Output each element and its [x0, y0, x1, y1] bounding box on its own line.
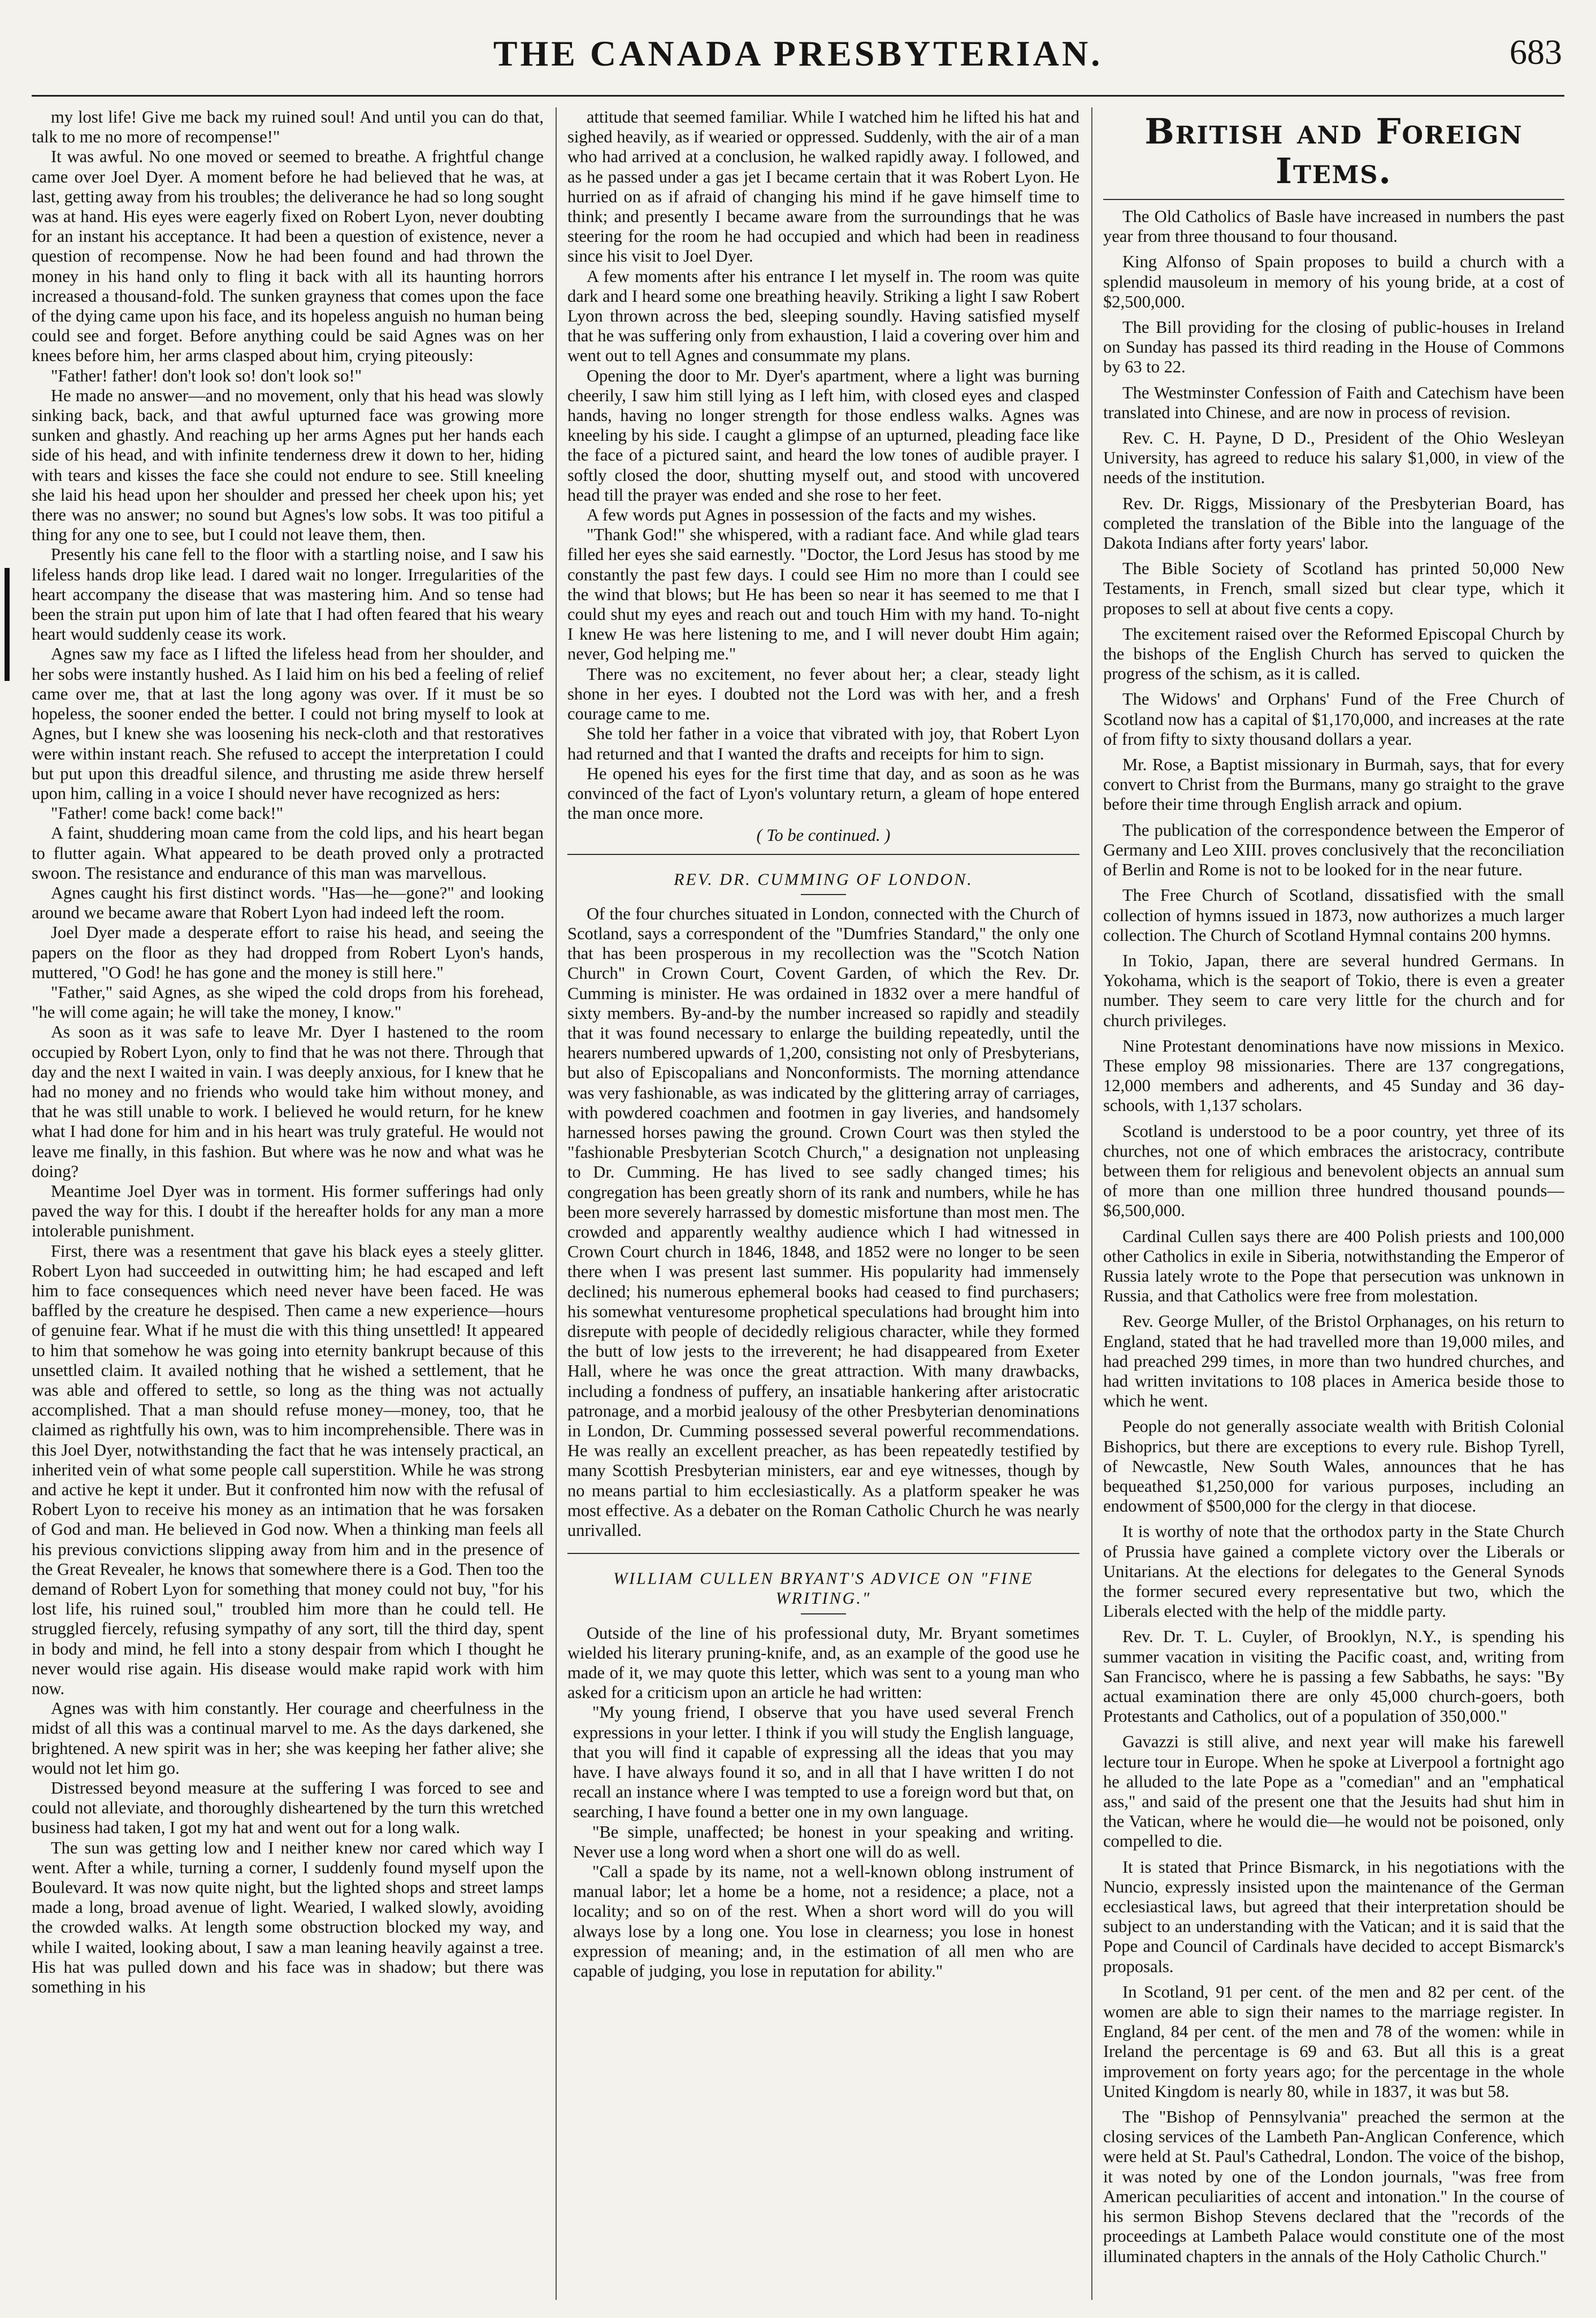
news-item: The Bill providing for the closing of public-houses in Ireland on Sunday has passed its third reading in the House of Commons by 63 to 22. [1103, 318, 1564, 377]
column-divider [556, 107, 557, 2300]
news-item: Nine Protestant denominations have now missions in Mexico. These employ 98 missionaries. There are 137 congregations, 12,000 members and adherents, and 45 Sunday and 36 day-schools, with 1,137 scholars. [1103, 1036, 1564, 1115]
paragraph: "Father! father! don't look so! don't look so!" [51, 366, 362, 385]
news-item: Gavazzi is still alive, and next year will make his farewell lecture tour in Europe. When he spoke at Liverpool a fortnight ago he alluded to the late Pope as a "comedian" and an "emphatical ass," and said of the present one that the Jesuits had shut him in the Vatican, where he would die—he would not be poisoned, only compelled to die. [1103, 1732, 1564, 1851]
paragraph: Agnes was with him constantly. Her courage and cheerfulness in the midst of all this was a continual marvel to me. As the days darkened, she brightened. A new spirit was in her; she was keeping her father alive; she would not let him go. [32, 1699, 544, 1778]
news-item: The Bible Society of Scotland has printed 50,000 New Testaments, in French, small sized but clear type, which it proposes to sell at about five cents a copy. [1103, 559, 1564, 618]
paragraph: "Thank God!" she whispered, with a radiant face. And while glad tears filled her eyes she said earnestly. "Doctor, the Lord Jesus has stood by me constantly the past few days. I could see Him no more than I could see the wind that blows; but He has been so near it has seemed to me that I could shut my eyes and reach out and touch Him with my hand. To-night I knew He was here listening to me, and I will never doubt Him again; never, God helping me." [567, 525, 1079, 664]
news-item: In Scotland, 91 per cent. of the men and 82 per cent. of the women are able to sign their names to the marriage register. In England, 84 per cent. of the men and 78 of the women: while in Ireland the percentage is 69 and 63. But all this is a great improvement on forty years ago; for the percentage in the whole United Kingdom is nearly 80, while in 1837, it was but 58. [1103, 1982, 1564, 2101]
news-item: The "Bishop of Pennsylvania" preached the sermon at the closing services of the Lambeth Pan-Anglican Conference, which were held at St. Paul's Cathedral, London. The voice of the bishop, it was noted by one of the London journals, "was free from American peculiarities of accent and intonation." In the course of his sermon Bishop Stevens declared that the "records of the proceedings at Lambeth Palace would constitute one of the most illuminated chapters in the annals of the Holy Catholic Church." [1103, 2107, 1564, 2266]
section-rule [567, 854, 1079, 855]
section-rule [1103, 199, 1564, 200]
news-item: The Old Catholics of Basle have increased in numbers the past year from three thousand to four thousand. [1103, 207, 1564, 246]
short-rule [801, 1613, 846, 1614]
news-item: Cardinal Cullen says there are 400 Polish priests and 100,000 other Catholics in exile in Siberia, notwithstanding the Emperor of Russia lately wrote to the Pope that persecution was unknown in Russia, and that Catholics were free from molestation. [1103, 1226, 1564, 1306]
paragraph: Distressed beyond measure at the suffering I was forced to see and could not alleviate, and thoroughly disheartened by the turn this wretched business had taken, I got my hat and went out for a long walk. [32, 1778, 544, 1838]
paragraph: As soon as it was safe to leave Mr. Dyer I hastened to the room occupied by Robert Lyon, only to find that he was not there. Through that day and the next I waited in vain. I was deeply anxious, for I knew that he had no money and no friends who would take him without money, and that he was still unable to work. I believed he would return, for he knew what I had done for him and in his heart was truly grateful. He would not leave me finally, in this fashion. But where was he now and what was he doing? [32, 1022, 544, 1181]
news-item: The Westminster Confession of Faith and Catechism have been translated into Chinese, and are now in process of revision. [1103, 383, 1564, 422]
news-item: In Tokio, Japan, there are several hundred Germans. In Yokohama, which is the seaport of Tokio, there is even a greater number. They seem to care very little for the church and for church privileges. [1103, 950, 1564, 1030]
paragraph: She told her father in a voice that vibrated with joy, that Robert Lyon had returned and that I wanted the drafts and receipts for him to sign. [567, 724, 1079, 763]
masthead [0, 23, 1596, 96]
paragraph: Outside of the line of his professional duty, Mr. Bryant sometimes wielded his literary pruning-knife, and, as an example of the good use he made of it, we may quote this letter, which was sent to a young man who asked for a criticism upon an article he had written: [567, 1623, 1079, 1703]
quote-paragraph: "My young friend, I observe that you have used several French expressions in your letter. I think if you will study the English language, that you will find it capable of expressing all the ideas that you may have. I have always found it so, and in all that I have written I do not recall an instance where I was tempted to use a foreign word but that, on searching, I have found a better one in my own language. [573, 1703, 1074, 1822]
news-item: People do not generally associate wealth with British Colonial Bishoprics, but there are exceptions to every rule. Bishop Tyrell, of Newcastle, New South Wales, announces that he has bequeathed $1,250,000 for various purposes, including an endowment of $500,000 for the clergy in that diocese. [1103, 1417, 1564, 1516]
paragraph: Meantime Joel Dyer was in torment. His former sufferings had only paved the way for this. I doubt if the hereafter holds for any man a more intolerable punishment. [32, 1181, 544, 1241]
column-2 [567, 107, 1079, 2300]
quote-paragraph: "Call a spade by its name, not a well-known oblong instrument of manual labor; let a home be a home, not a residence; a place, not a locality; and so on of the rest. When a short word will do you will always lose by a long one. You lose in clearness; you lose in honest expression of meaning; and, in the estimation of all men who are capable of judging, you lose in reputation for ability." [573, 1862, 1074, 1981]
news-item: Rev. C. H. Payne, D D., President of the Ohio Wesleyan University, has agreed to reduce his salary $1,000, in view of the needs of the institution. [1103, 428, 1564, 488]
paragraph: He opened his eyes for the first time that day, and as soon as he was convinced of the fact of Lyon's voluntary return, a gleam of hope entered the man once more. [567, 763, 1079, 823]
news-item: The excitement raised over the Reformed Episcopal Church by the bishops of the English Church has served to quicken the progress of the schism, as it is called. [1103, 624, 1564, 684]
paragraph: First, there was a resentment that gave his black eyes a steely glitter. Robert Lyon had succeeded in outwitting him; he had escaped and left him to face consequences which need never have been faced. He was baffled by the creature he despised. Then came a new experience—hours of genuine fear. What if he must die with this thing unsettled! It appeared to him that somehow he was going into eternity bankrupt because of this unsettled claim. It availed nothing that he wished a settlement, that he was able and offered to settle, so long as the thing was not actually accomplished. That a man should refuse money—money, too, that he claimed as rightfully his own, was to him incomprehensible. There was in this Joel Dyer, notwithstanding the fact that he was intensely practical, an inherited vein of what some people call superstition. While he was strong and active he kept it under. But it confronted him now with the refusal of Robert Lyon to receive his money as an intimation that he was forsaken of God and man. He believed in God now. When a thinking man feels all his previous convictions slipping away from him and in the presence of the Great Revealer, he knows that somewhere there is a God. Then too the demand of Robert Lyon for something that money could not buy, "for his lost life, his ruined soul," troubled him more than he could tell. He struggled fiercely, refusing sympathy of any sort, till the third day, spent in body and mind, he fell into a stony despair from which I thought he never would rise again. His disease would make rapid work with him now. [32, 1241, 544, 1699]
column-3 [1103, 107, 1564, 2300]
paragraph: A few words put Agnes in possession of the facts and my wishes. [587, 505, 1036, 525]
short-rule [801, 894, 846, 895]
section-rule [567, 1553, 1079, 1554]
news-item: The Free Church of Scotland, dissatisfied with the small collection of hymns issued in 1873, now authorizes a much larger collection. The Church of Scotland Hymnal contains 200 hymns. [1103, 885, 1564, 945]
column-divider [1091, 107, 1092, 2300]
paragraph: It was awful. No one moved or seemed to breathe. A frightful change came over Joel Dyer. A moment before he had believed that he was, at last, getting away from his troubles; the deliverance he had so long sought was at hand. His eyes were eagerly fixed on Robert Lyon, never doubting for an instant his acceptance. It had been a question of existence, never a question of recompense. Now he had been found and had thrown the money in his hand only to fling it back with all its haunting horrors increased a thousand-fold. The sunken grayness that comes upon the face of the dying came upon his face, and its hopeless anguish no human being could see and forget. Before anything could be said Agnes was on her knees before him, her arms clasped about him, crying piteously: [32, 147, 544, 366]
paragraph: "Father," said Agnes, as she wiped the cold drops from his forehead, "he will come again; he will take the money, I know." [32, 982, 544, 1022]
news-item: Scotland is understood to be a poor country, yet three of its churches, not one of which embraces the aristocracy, contribute between them for religious and benevolent objects an annual sum of more than one million three hundred thousand pounds—$6,500,000. [1103, 1121, 1564, 1221]
news-item: The publication of the correspondence between the Emperor of Germany and Leo XIII. proves conclusively that the reconciliation of Berlin and Rome is not to be looked for in the near future. [1103, 820, 1564, 880]
news-item: It is worthy of note that the orthodox party in the State Church of Prussia have gained a complete victory over the Liberals or Unitarians. At the elections for delegates to the General Synods the former secured every representative but two, which the Liberals elected with the help of the middle party. [1103, 1522, 1564, 1621]
page-title: THE CANADA PRESBYTERIAN. [493, 33, 1103, 73]
continued-note: ( To be continued. ) [756, 826, 891, 845]
article-title-bryant: WILLIAM CULLEN BRYANT'S ADVICE ON "FINE WRITING." [613, 1569, 1034, 1608]
page-number: 683 [1510, 33, 1562, 72]
column-1 [32, 107, 544, 2300]
paragraph: He made no answer—and no movement, only that his head was slowly sinking back, back, and that awful upturned face was growing more sunken and ghastly. And reaching up her arms Agnes put her hands each side of his head, and with infinite tenderness drew it down to her, hiding with tears and kisses the face she could not endure to see. Still kneeling she laid his head upon her shoulder and pressed her cheek upon his; yet there was no answer; no sound but Agnes's low sobs. It was too pitiful a thing for any one to see, but I could not leave them, then. [32, 385, 544, 545]
paragraph: Agnes saw my face as I lifted the lifeless head from her shoulder, and her sobs were instantly hushed. As I laid him on his bed a feeling of relief came over me, that at last the long agony was over. If it must be so hopeless, the sooner ended the better. I could not bring myself to look at Agnes, but I knew she was loosening his neck-cloth and that restoratives were within instant reach. She refused to accept the interpretation I could but put upon this dreadful silence, and thrusting me aside threw herself upon him, calling in a voice I should never have recognized as hers: [32, 644, 544, 803]
section-heading: British and Foreign Items. [1144, 111, 1523, 192]
news-item: Mr. Rose, a Baptist missionary in Burmah, says, that for every convert to Christ from the Burmans, many go straight to the grave before their time through English arrack and opium. [1103, 755, 1564, 814]
quote-paragraph: "Be simple, unaffected; be honest in your speaking and writing. Never use a long word when a short one will do as well. [573, 1822, 1074, 1861]
news-item: Rev. Dr. Riggs, Missionary of the Presbyterian Board, has completed the translation of the Bible into the language of the Dakota Indians after forty years' labor. [1103, 493, 1564, 553]
paragraph: Of the four churches situated in London, connected with the Church of Scotland, says a correspondent of the "Dumfries Standard," the only one that has been prosperous in my recollection was the "Scotch Nation Church" in Crown Court, Covent Garden, of which the Rev. Dr. Cumming is minister. He was ordained in 1832 over a mere handful of sixty members. By-and-by the number increased so rapidly and steadily that it was found necessary to enlarge the building repeatedly, until the hearers numbered upwards of 1,200, consisting not only of Presbyterians, but also of Episcopalians and Nonconformists. The morning attendance was very fashionable, as was indicated by the glittering array of carriages, with powdered coachmen and footmen in gay liveries, and handsomely harnessed horses pawing the ground. Crown Court was then styled the "fashionable Presbyterian Scotch Church," a designation not unpleasing to Dr. Cumming. He has lived to see sadly changed times; his congregation has been greatly shorn of its rank and numbers, while he has been more severely harrassed by domestic misfortune than most men. The crowded and apparently wealthy audience which I had witnessed in Crown Court church in 1846, 1848, and 1852 were no longer to be seen there when I was present last summer. His popularity had immensely declined; his numerous ephemeral books had ceased to find purchasers; his somewhat venturesome prophetical speculations had brought him into disrepute with people of decidedly religious character, while they formed the butt of low jests to the irreverent; he had disappeared from Exeter Hall, where he was once the great attraction. With many drawbacks, including a fondness of puffery, an insatiable hankering after aristocratic patronage, and a morbid jealousy of the other Presbyterian denominations in London, Dr. Cumming possessed several powerful recommendations. He was really an excellent preacher, as has been repeatedly testified by many Scottish Presbyterian ministers, ear and eye witnesses, though by no means partial to him ecclesiastically. As a platform speaker he was most effective. As a debater on the Roman Catholic Church he was nearly unrivalled. [567, 904, 1079, 1540]
paragraph: A faint, shuddering moan came from the cold lips, and his heart began to flutter again. What appeared to be death proved only a protracted swoon. The resistance and endurance of this man was marvellous. [32, 823, 544, 883]
news-item: The Widows' and Orphans' Fund of the Free Church of Scotland now has a capital of $1,170,000, and increases at the rate of from fifty to sixty thousand dollars a year. [1103, 689, 1564, 749]
news-item: Rev. George Muller, of the Bristol Orphanages, on his return to England, stated that he had travelled more than 19,000 miles, and had preached 299 times, in more than two hundred churches, and had written invitations to 108 places in America beside those to which he went. [1103, 1312, 1564, 1411]
paragraph: The sun was getting low and I neither knew nor cared which way I went. After a while, turning a corner, I suddenly found myself upon the Boulevard. It was now quite night, but the lighted shops and street lamps made a long, broad avenue of light. Wearied, I walked slowly, avoiding the crowded walks. At length some obstruction blocked my way, and while I waited, looking about, I saw a man leaning heavily against a tree. His hat was pulled down and his face was in shadow; but there was something in his [32, 1838, 544, 1997]
news-item: King Alfonso of Spain proposes to build a church with a splendid mausoleum in memory of his young bride, at a cost of $2,500,000. [1103, 252, 1564, 311]
paragraph: Opening the door to Mr. Dyer's apartment, where a light was burning cheerily, I saw him still lying as I left him, with closed eyes and clasped hands, having no longer strength for those endless walks. Agnes was kneeling by his side. I caught a glimpse of an upturned, pleading face like the face of a pictured saint, and heard the low tones of audible prayer. I softly closed the door, shutting myself out, and stood with uncovered head till the prayer was ended and she rose to her feet. [567, 366, 1079, 505]
margin-marker [5, 568, 10, 681]
paragraph: my lost life! Give me back my ruined soul! And until you can do that, talk to me no more of recompense!" [32, 107, 544, 147]
header-rule [32, 95, 1564, 97]
news-item: Rev. Dr. T. L. Cuyler, of Brooklyn, N.Y., is spending his summer vacation in visiting the Pacific coast, and, writing from San Francisco, where he is passing a few Sabbaths, he says: "By actual examination there are only 45,000 church-goers, both Protestants and Catholics, out of a population of 350,000." [1103, 1627, 1564, 1726]
paragraph: attitude that seemed familiar. While I watched him he lifted his hat and sighed heavily, as if wearied or oppressed. Suddenly, with the air of a man who had arrived at a conclusion, he walked rapidly away. I followed, and as he passed under a gas jet I became certain that it was Robert Lyon. He hurried on as if afraid of changing his mind if he gave himself time to think; and presently I became aware from the surroundings that he was steering for the room he had occupied and which had been in readiness since his visit to Joel Dyer. [567, 107, 1079, 266]
news-item: It is stated that Prince Bismarck, in his negotiations with the Nuncio, expressly insisted upon the maintenance of the German ecclesiastical laws, but agreed that their interpretation should be subject to an understanding with the Vatican; and it is said that the Pope and Council of Cardinals have decided to accept Bismarck's proposals. [1103, 1857, 1564, 1976]
paragraph: A few moments after his entrance I let myself in. The room was quite dark and I heard some one breathing heavily. Striking a light I saw Robert Lyon thrown across the bed, sleeping soundly. Having satisfied myself that he was suffering only from exhaustion, I laid a covering over him and went out to tell Agnes and consummate my plans. [567, 266, 1079, 366]
article-title-cumming: REV. DR. CUMMING OF LONDON. [674, 870, 973, 889]
paragraph: There was no excitement, no fever about her; a clear, steady light shone in her eyes. I doubted not the Lord was with her, and a fresh courage came to me. [567, 664, 1079, 724]
paragraph: "Father! come back! come back!" [51, 804, 284, 823]
paragraph: Agnes caught his first distinct words. "Has—he—gone?" and looking around we became aware that Robert Lyon had indeed left the room. [32, 883, 544, 923]
paragraph: Presently his cane fell to the floor with a startling noise, and I saw his lifeless hands drop like lead. I dared wait no longer. Irregularities of the heart accompany the disease that was mastering him. And so tense had been the strain put upon him of late that I had often feared that his weary heart would suddenly cease its work. [32, 545, 544, 644]
paragraph: Joel Dyer made a desperate effort to raise his head, and seeing the papers on the floor as they had dropped from Robert Lyon's hands, muttered, "O God! he has gone and the money is still here." [32, 923, 544, 982]
